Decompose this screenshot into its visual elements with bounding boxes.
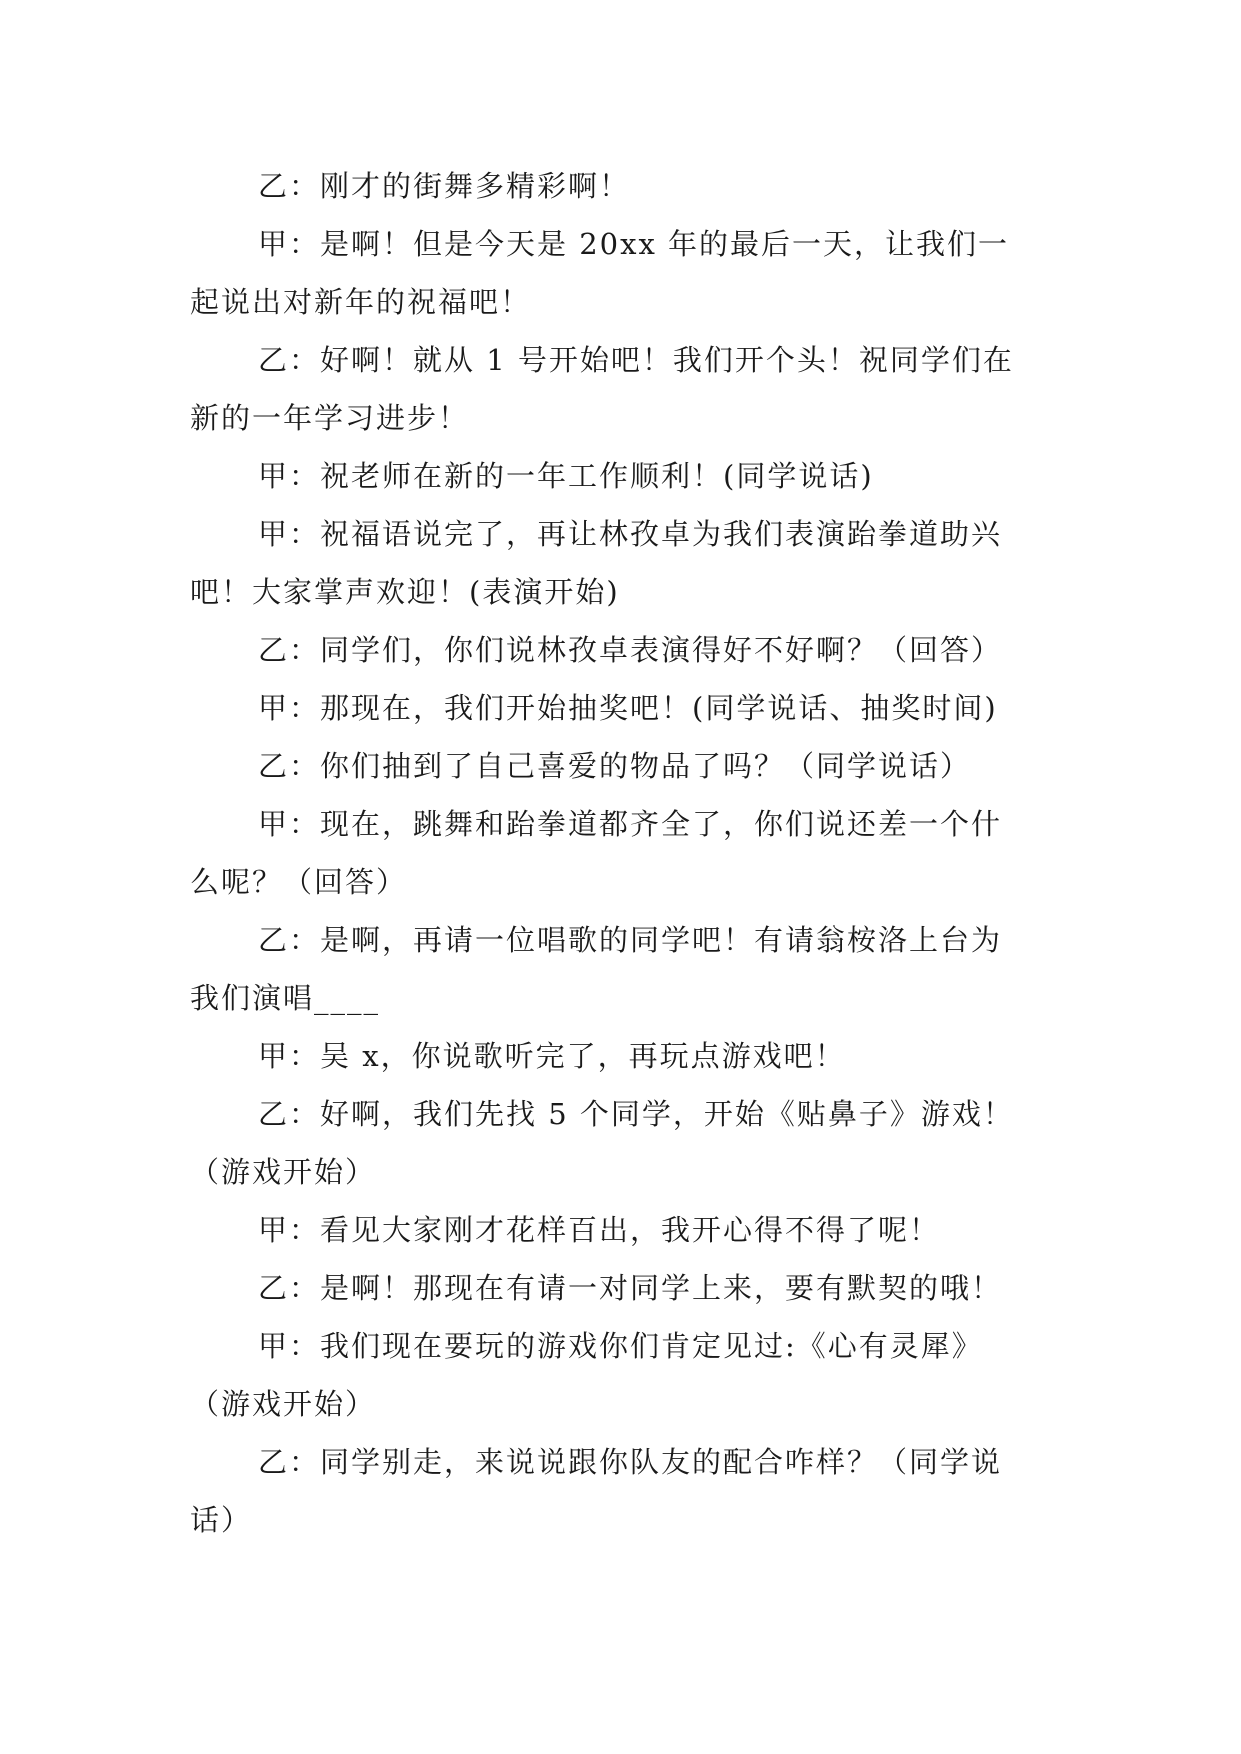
dialogue-line: 乙：你们抽到了自己喜爱的物品了吗？（同学说话）: [258, 749, 972, 783]
dialogue-line-continuation: 吧！大家掌声欢迎！(表演开始): [190, 575, 620, 609]
dialogue-line-continuation: （游戏开始）: [190, 1387, 377, 1421]
dialogue-line: 乙：好啊，我们先找 5 个同学，开始《贴鼻子》游戏！: [258, 1097, 1014, 1131]
dialogue-line: 乙：是啊，再请一位唱歌的同学吧！有请翁桉洛上台为: [258, 923, 1003, 957]
dialogue-line: 甲：我们现在要玩的游戏你们肯定见过:《心有灵犀》: [258, 1329, 983, 1363]
dialogue-line: 甲：祝福语说完了，再让林孜卓为我们表演跆拳道助兴: [258, 517, 1003, 551]
dialogue-line-continuation: 我们演唱____: [190, 981, 381, 1015]
dialogue-line-continuation: （游戏开始）: [190, 1155, 377, 1189]
dialogue-line: 甲：现在，跳舞和跆拳道都齐全了，你们说还差一个什: [258, 807, 1003, 841]
dialogue-line-continuation: 么呢？（回答）: [190, 865, 408, 899]
dialogue-line-continuation: 新的一年学习进步！: [190, 401, 470, 435]
dialogue-line: 乙：好啊！就从 1 号开始吧！我们开个头！祝同学们在: [258, 343, 1014, 377]
dialogue-line: 甲：吴 x，你说歌听完了，再玩点游戏吧！: [258, 1039, 846, 1073]
dialogue-line: 乙：是啊！那现在有请一对同学上来，要有默契的哦！: [258, 1271, 1003, 1305]
dialogue-line-continuation: 起说出对新年的祝福吧！: [190, 285, 532, 319]
dialogue-line: 甲：祝老师在新的一年工作顺利！(同学说话): [258, 459, 874, 493]
dialogue-line: 乙：同学别走，来说说跟你队友的配合咋样？（同学说: [258, 1445, 1003, 1479]
document-body: [190, 157, 1050, 1549]
dialogue-line: 甲：那现在，我们开始抽奖吧！(同学说话、抽奖时间): [258, 691, 998, 725]
dialogue-line: 甲：是啊！但是今天是 20xx 年的最后一天，让我们一: [258, 227, 1010, 261]
dialogue-line: 乙：同学们，你们说林孜卓表演得好不好啊？（回答）: [258, 633, 1003, 667]
dialogue-line-continuation: 话）: [190, 1503, 253, 1537]
dialogue-line: 乙：刚才的街舞多精彩啊！: [258, 169, 631, 203]
dialogue-line: 甲：看见大家刚才花样百出，我开心得不得了呢！: [258, 1213, 941, 1247]
